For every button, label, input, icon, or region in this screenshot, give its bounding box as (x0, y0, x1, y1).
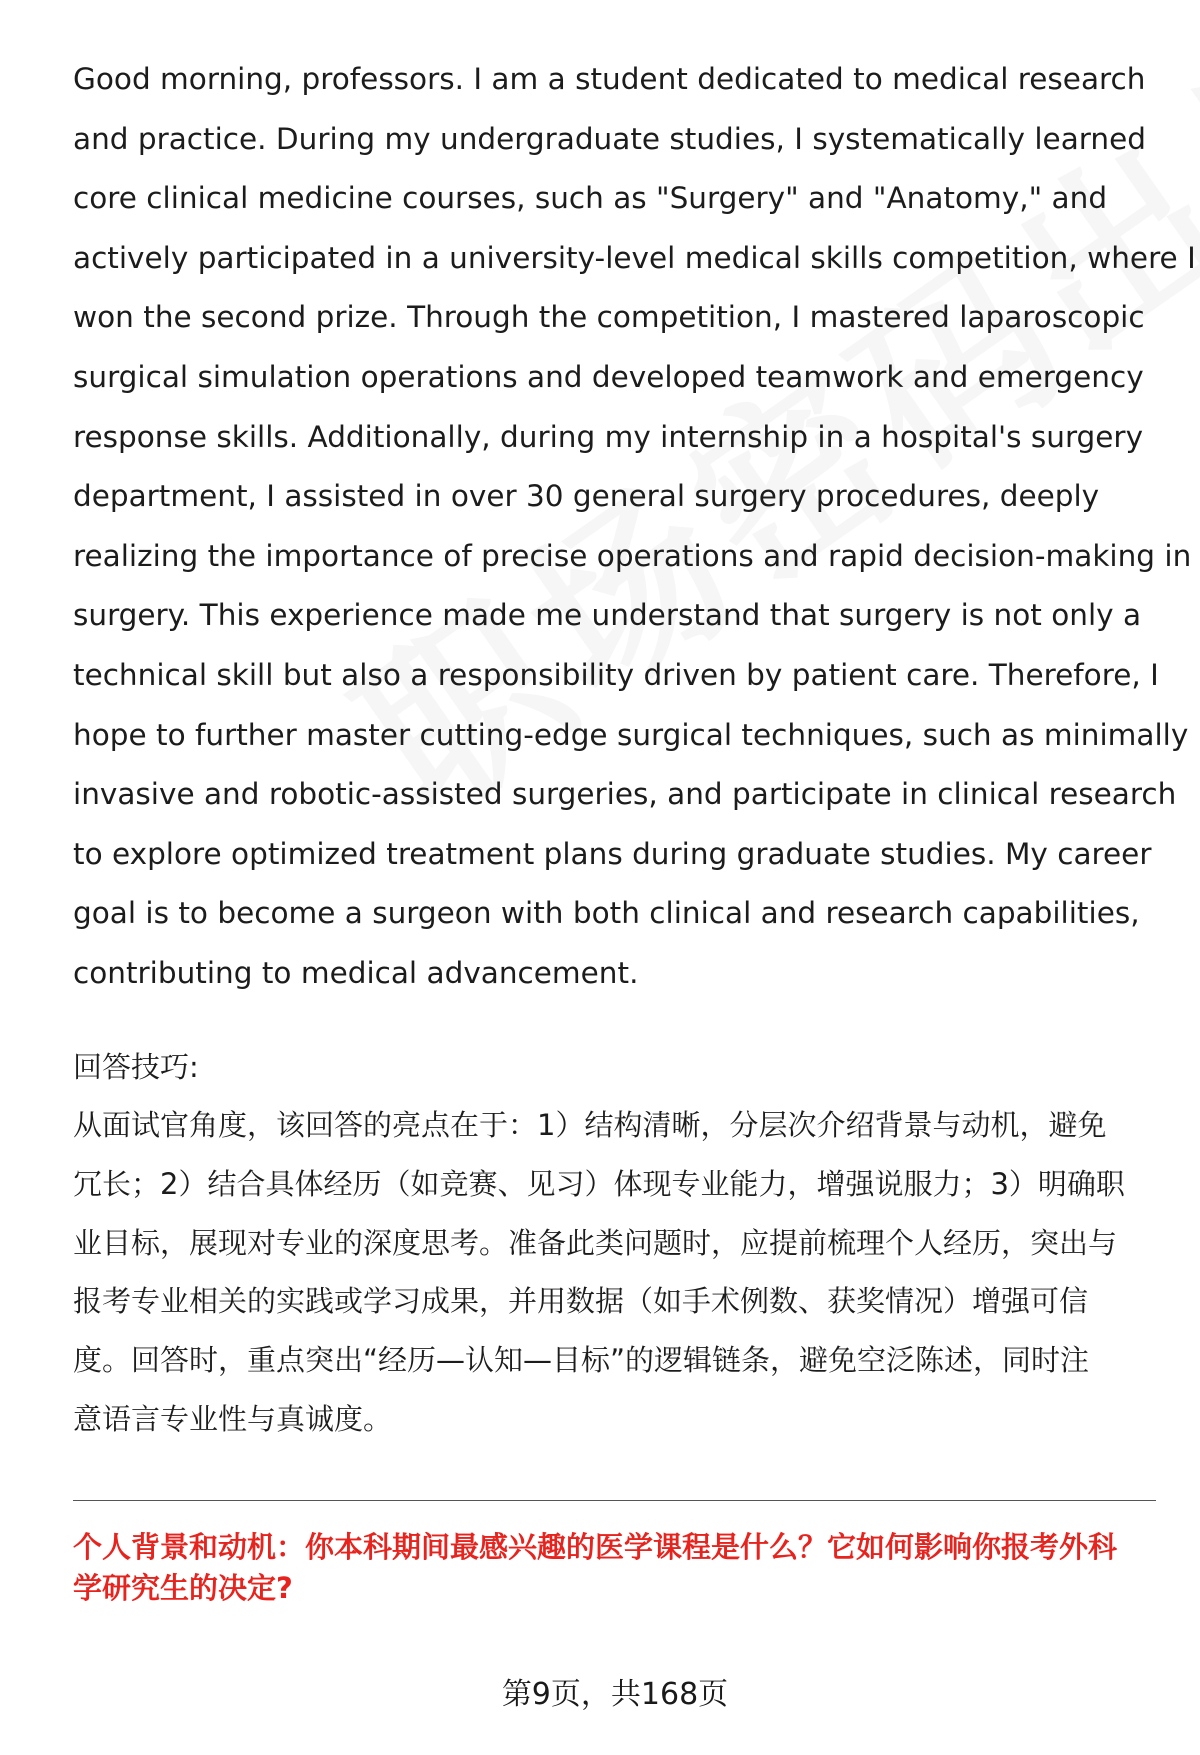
tips-line: 报考专业相关的实践或学习成果，并用数据（如手术例数、获奖情况）增强可信 (73, 1284, 1089, 1319)
page-number: 第9页，共168页 (501, 1677, 729, 1712)
tips-line: 意语言专业性与真诚度。 (73, 1401, 393, 1436)
tips-paragraph (73, 1096, 1163, 1449)
answer-line: and practice. During my undergraduate studies, I systematically learned (73, 121, 1146, 156)
answer-line: actively participated in a university-level medical skills competition, where I (73, 240, 1196, 275)
tips-line: 度。回答时，重点突出“经历—认知—目标”的逻辑链条，避免空泛陈述，同时注 (73, 1343, 1090, 1378)
question-line: 学研究生的决定? (73, 1571, 293, 1605)
answer-line: core clinical medicine courses, such as "Surgery" and "Anatomy," and (73, 181, 1108, 216)
answer-line: to explore optimized treatment plans during graduate studies. My career (73, 836, 1152, 871)
answer-line: department, I assisted in over 30 general surgery procedures, deeply (73, 479, 1100, 514)
answer-line: invasive and robotic-assisted surgeries, and participate in clinical research (73, 777, 1177, 812)
answer-line: contributing to medical advancement. (73, 955, 639, 990)
answer-line: surgical simulation operations and developed teamwork and emergency (73, 359, 1144, 394)
section-divider (73, 1500, 1156, 1501)
tips-line: 从面试官角度，该回答的亮点在于：1）结构清晰，分层次介绍背景与动机，避免 (73, 1108, 1107, 1142)
tips-heading: 回答技巧: (73, 1050, 199, 1084)
answer-line: goal is to become a surgeon with both clinical and research capabilities, (73, 896, 1140, 931)
next-question-heading (73, 1527, 1163, 1609)
answer-line: surgery. This experience made me understand that surgery is not only a (73, 598, 1142, 633)
answer-line: Good morning, professors. I am a student dedicated to medical research (73, 62, 1146, 96)
sample-answer-paragraph (73, 50, 1196, 1004)
answer-line: technical skill but also a responsibility driven by patient care. Therefore, I (73, 657, 1159, 692)
answer-line: won the second prize. Through the competition, I mastered laparoscopic (73, 300, 1145, 335)
question-line: 个人背景和动机：你本科期间最感兴趣的医学课程是什么？它如何影响你报考外科 (73, 1530, 1118, 1564)
tips-line: 业目标，展现对专业的深度思考。准备此类问题时，应提前梳理个人经历，突出与 (73, 1225, 1118, 1260)
tips-line: 冗长；2）结合具体经历（如竞赛、见习）体现专业能力，增强说服力；3）明确职 (73, 1166, 1125, 1201)
answer-line: hope to further master cutting-edge surgical techniques, such as minimally (73, 717, 1189, 752)
answer-line: response skills. Additionally, during my internship in a hospital's surgery (73, 419, 1144, 454)
answer-line: realizing the importance of precise operations and rapid decision-making in (73, 538, 1192, 573)
